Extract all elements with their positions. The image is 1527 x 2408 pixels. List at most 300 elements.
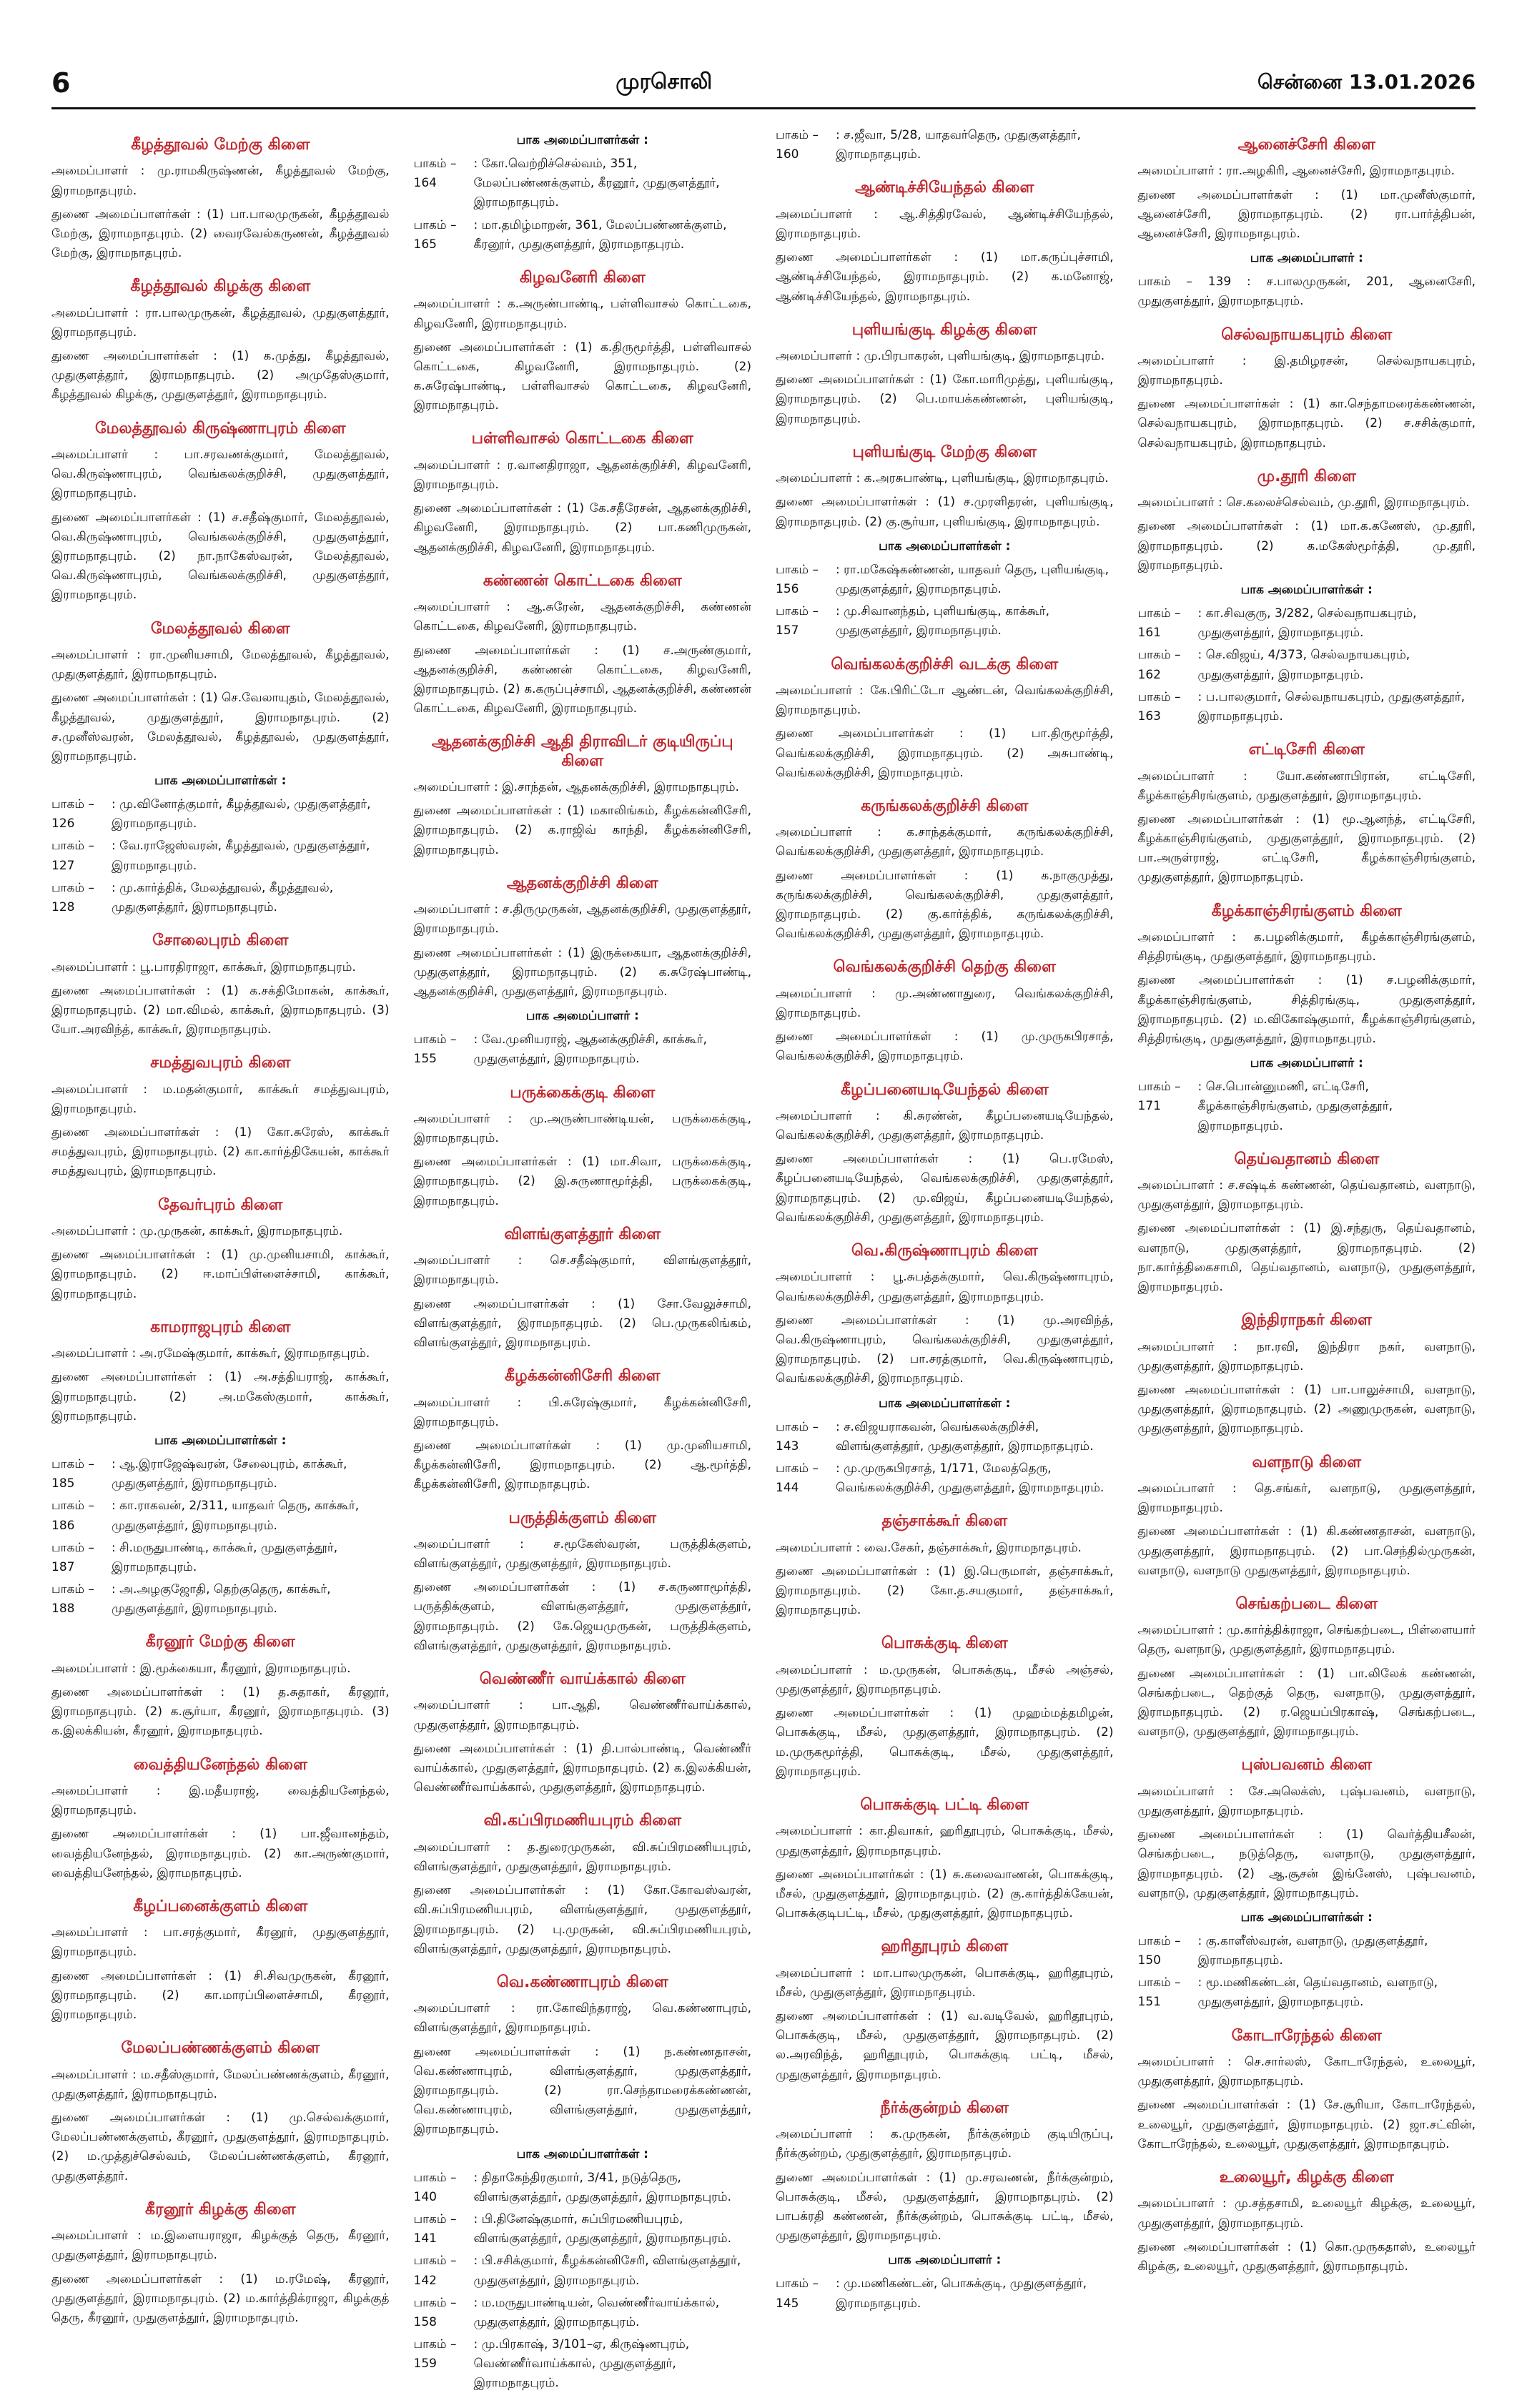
branch-block	[1138, 2168, 1476, 2276]
booth-agent: : ப.பாலகுமார், செல்வநாயகபுரம், முதுகுளத்தூர், இராமநாதபுரம்.	[1197, 689, 1466, 724]
member-entry: அமைப்பாளர் : மா.பாலமுருகன், பொசுக்குடி, ஹரிதூபுரம், மீசல், முதுகுளத்தூர், இராமநாதபுரம்.	[776, 1965, 1114, 2000]
branch-block	[414, 1509, 752, 1657]
member-entry: அமைப்பாளர் : மு.அருண்பாண்டியன், பருக்கைக்குடி, இராமநாதபுரம்.	[413, 1111, 751, 1146]
booth-agent: : வே.முனியராஜ், ஆதனக்குறிச்சி, காக்கூர், முதுகுளத்தூர், இராமநாதபுரம்.	[473, 1032, 707, 1067]
member-entry: துணை அமைப்பாளர்கள் : (1) சு.கலைவாணன், பொசுக்குடி, மீசல், முதுகுளத்தூர், இராமநாதபுரம். (2) கு.கார்த்திக்கேயன், பொசுக்குடிபட்டி, மீசல், முதுகுளத்தூர், இராமநாதபுரம்.	[776, 1867, 1114, 1921]
branch-title: மு.தூரி கிளை	[1257, 467, 1356, 485]
booth-row	[1138, 688, 1476, 726]
member-entry: அமைப்பாளர் : ச.மூகேஸ்வரன், பருத்திக்குளம், விளங்குளத்தூர், முதுகுளத்தூர், இராமநாதபுரம்.	[413, 1536, 751, 1571]
booth-number: பாகம் – 157	[776, 604, 819, 638]
member-entry: அமைப்பாளர் : இ.மூக்கையா, கீரனூர், இராமநாதபுரம்.	[51, 1661, 351, 1676]
member-entry: அமைப்பாளர் : கா.திவாகர், ஹரிதூபுரம், பொசுக்குடி, மீசல், முதுகுளத்தூர், இராமநாதபுரம்.	[776, 1824, 1114, 1858]
booth-agent: : கா.சிவகுரு, 3/282, செல்வநாயகபுரம், முதுகுளத்தூர், இராமநாதபுரம்.	[1197, 606, 1417, 641]
member-entry: துணை அமைப்பாளர்கள் : (1) கி.கண்ணதாசன், வளநாடு, முதுகுளத்தூர், இராமநாதபுரம். (2) பா.செந்தில்முருகன், வளநாடு, வளநாடு முதுகுளத்தூர், இராமநாதபுரம்.	[1137, 1524, 1476, 1578]
branch-block	[776, 1242, 1114, 1498]
branch-title: தேவர்புரம் கிளை	[158, 1195, 283, 1214]
booth-agent: : கா.ராகவன், 2/311, யாதவர் தெரு, காக்கூர், முதுகுளத்தூர், இராமநாதபுரம்.	[112, 1499, 360, 1533]
member-entry: அமைப்பாளர் : மு.அண்ணாதுரை, வெங்கலக்குறிச்சி, இராமநாதபுரம்.	[776, 986, 1114, 1020]
booth-number: பாகம் – 158	[413, 2295, 457, 2329]
booth-number: பாகம் – 188	[51, 1582, 94, 1617]
booth-number: பாகம் – 155	[413, 1032, 457, 1067]
booth-number: பாகம் – 128	[51, 880, 94, 914]
member-entry: துணை அமைப்பாளர்கள் : (1) மா.க.கணேஸ், மு.தூரி, இராமநாதபுரம். (2) க.மகேஸ்மூர்த்தி, மு.தூரி, இராமநாதபுரம்.	[1137, 519, 1476, 573]
member-entry: அமைப்பாளர் : ரா.கோவிந்தராஜ், வெ.கண்ணாபுரம், விளங்குளத்தூர், இராமநாதபுரம்.	[413, 2001, 751, 2036]
member-entry: அமைப்பாளர் : க.பழனிக்குமார், கீழக்காஞ்சிரங்குளம், சித்திரங்குடி, முதுகுளத்தூர், இராமநாதபுரம்.	[1137, 930, 1476, 964]
masthead	[51, 63, 1476, 103]
booth-row	[51, 1455, 390, 1494]
member-entry: துணை அமைப்பாளர்கள் : (1) ச.கருணாமூர்த்தி, பருத்திக்குளம், விளங்குளத்தூர், முதுகுளத்தூர், இராமநாதபுரம். (2) கே.ஜெயமுருகன், பருத்திக்குளம், விளங்குளத்தூர், முதுகுளத்தூர், இராமநாதபுரம்.	[413, 1580, 751, 1653]
booth-row	[776, 561, 1114, 599]
member-entry: துணை அமைப்பாளர்கள் : (1) பா.திருமூர்த்தி, வெங்கலக்குறிச்சி, இராமநாதபுரம். (2) அசுபாண்டி, வெங்கலக்குறிச்சி, இராமநாதபுரம்.	[776, 726, 1114, 780]
member-entry: அமைப்பாளர் : க.அருண்பாண்டி, பள்ளிவாசல் கொட்டகை, கிழவனேரி, இராமநாதபுரம்.	[413, 297, 751, 331]
booth-number: பாகம் – 185	[51, 1456, 94, 1491]
booth-subheading: பாக அமைப்பாளர்கள் :	[879, 1396, 1011, 1411]
member-entry: துணை அமைப்பாளர்கள் : (1) மு.முனியசாமி, காக்கூர், இராமநாதபுரம். (2) ஈ.மாப்பிள்ளைச்சாமி, காக்கூர், இராமநாதபுரம்.	[51, 1248, 390, 1301]
member-entry: அமைப்பாளர் : பா.சரத்குமார், கீரனூர், முதுகுளத்தூர், இராமநாதபுரம்.	[51, 1925, 390, 1960]
branch-title: கீழத்தூவல் மேற்கு கிளை	[131, 136, 310, 154]
column-4	[1138, 126, 1476, 2408]
member-entry: அமைப்பாளர் : இ.சாந்தன், ஆதனக்குறிச்சி, இராமநாதபுரம்.	[413, 780, 739, 795]
branch-block	[414, 1084, 752, 1211]
branch-block	[776, 797, 1114, 944]
member-entry: துணை அமைப்பாளர்கள் : (1) மா.கருப்புச்சாமி, ஆண்டிச்சியேந்தல், இராமநாதபுரம். (2) க.மனோஜ், ஆண்டிச்சியேந்தல், இராமநாதபுரம்.	[776, 250, 1114, 304]
branch-block	[1138, 1150, 1476, 1298]
member-entry: துணை அமைப்பாளர்கள் : (1) வ.வடிவேல், ஹரிதூபுரம், பொசுக்குடி, மீசல், முதுகுளத்தூர், இராமநாதபுரம். (2) ல.அரவிந்த், ஹரிதூபுரம், பொசுக்குடி பட்டி, மீசல், முதுகுளத்தூர், இராமநாதபுரம்.	[776, 2009, 1114, 2082]
branch-title: செல்வநாயகபுரம் கிளை	[1221, 325, 1393, 344]
booth-number: பாகம் – 164	[413, 157, 457, 191]
booth-agent: : ச.விஜயராகவன், வெங்கலக்குறிச்சி, விளங்குளத்தூர், முதுகுளத்தூர், இராமநாதபுரம்.	[836, 1419, 1094, 1454]
branch-block	[414, 1367, 752, 1494]
booth-number: பாகம் – 143	[776, 1419, 819, 1454]
member-entry: துணை அமைப்பாளர்கள் : (1) ச.அருண்குமார், ஆதனக்குறிச்சி, கண்ணன் கொட்டகை, கிழவனேரி, இராமநாதபுரம். (2) க.கருப்புச்சாமி, ஆதனக்குறிச்சி, கண்ணன் கொட்டகை, கிழவனேரி, இராமநாதபுரம்.	[413, 643, 751, 716]
branch-block	[51, 1898, 390, 2025]
booth-row	[776, 602, 1114, 641]
member-entry: துணை அமைப்பாளர்கள் : (1) க.முத்து, கீழத்தூவல், முதுகுளத்தூர், இராமநாதபுரம். (2) அமுதேஸ்குமார், கீழத்தூவல் கிழக்கு, முதுகுளத்தூர், இராமநாதபுரம்.	[51, 349, 390, 403]
member-entry: அமைப்பாளர் : க.சாந்தக்குமார், கருங்கலக்குறிச்சி, வெங்கலக்குறிச்சி, முதுகுளத்தூர், இராமநாதபுரம்.	[776, 825, 1114, 859]
booth-number: பாகம் – 127	[51, 839, 94, 873]
member-entry: துணை அமைப்பாளர்கள் : (1) மு.முனியசாமி, கீழக்கன்னிசேரி, இராமநாதபுரம். (2) ஆ.மூர்த்தி, கீழக்கன்னிசேரி, இராமநாதபுரம்.	[413, 1438, 751, 1492]
member-entry: துணை அமைப்பாளர்கள் : (1) மா.முனீஸ்குமார், ஆனைச்சேரி, இராமநாதபுரம். (2) ரா.பார்த்திபன், ஆனைச்சேரி, இராமநாதபுரம்.	[1137, 187, 1476, 241]
member-entry: துணை அமைப்பாளர்கள் : (1) மு.செல்வக்குமார், மேலப்பண்ணக்குளம், கீரனூர், முதுகுளத்தூர், இராமநாதபுரம். (2) ம.முத்துச்செல்வம், மேலப்பண்ணக்குளம், கீரனூர், முதுகுளத்தூர்.	[51, 2111, 390, 2184]
newspaper-name: முரசொலி	[616, 69, 713, 94]
booth-agent: : ரா.மகேஷ்கண்ணன், யாதவர் தெரு, புளியங்குடி, முதுகுளத்தூர், இராமநாதபுரம்.	[836, 562, 1110, 596]
booth-subheading: பாக அமைப்பாளர்கள் :	[154, 1433, 287, 1448]
booth-number: பாகம் – 163	[1137, 689, 1181, 724]
booth-row	[51, 1496, 390, 1535]
member-entry: அமைப்பாளர் : பி.சுரேஷ்குமார், கீழக்கன்னிசேரி, இராமநாதபுரம்.	[413, 1395, 751, 1429]
branch-title: கீழக்கன்னிசேரி கிளை	[504, 1367, 661, 1386]
member-entry: துணை அமைப்பாளர்கள் : (1) மகாலிங்கம், கீழக்கன்னிசேரி, இராமநாதபுரம். (2) க.ராஜிவ் காந்தி, கீழக்கன்னிசேரி, இராமநாதபுரம்.	[413, 804, 751, 857]
booth-row	[414, 216, 752, 255]
booth-number: பாகம் – 171	[1137, 1080, 1181, 1114]
column-1	[51, 126, 390, 2408]
branch-block	[1138, 902, 1476, 1136]
booth-subheading: பாக அமைப்பாளர் :	[1250, 1056, 1363, 1071]
booth-agent: : ஆ.இராஜேஷ்வரன், சேலைபுரம், காக்கூர், முதுகுளத்தூர், இராமநாதபுரம்.	[112, 1456, 347, 1491]
booth-agent: : திதாகேந்திரகுமார், 3/41, நடுத்தெரு, விளங்குளத்தூர், முதுகுளத்தூர், இராமநாதபுரம்.	[473, 2170, 731, 2204]
booth-agent: : பி.சசிக்குமார், கீழக்கன்னிசேரி, விளங்குளத்தூர், முதுகுளத்தூர், இராமநாதபுரம்.	[473, 2254, 741, 2288]
member-entry: துணை அமைப்பாளர்கள் : (1) மா.சிவா, பருக்கைக்குடி, இராமநாதபுரம். (2) இ.சுருணாமூர்த்தி, பருக்கைக்குடி, இராமநாதபுரம்.	[413, 1155, 751, 1208]
branch-title: கீழப்பனையடியேந்தல் கிளை	[840, 1080, 1049, 1099]
booth-row	[414, 2294, 752, 2332]
branch-block	[776, 1512, 1114, 1620]
booth-agent: : மு.வினோத்குமார், கீழத்தூவல், முதுகுளத்தூர், இராமநாதபுரம்.	[112, 797, 371, 832]
member-entry: அமைப்பாளர் : பா.சரவணக்குமார், மேலத்தூவல், வெ.கிருஷ்ணாபுரம், வெங்கலக்குறிச்சி, முதுகுளத்தூர், இராமநாதபுரம்.	[51, 448, 390, 501]
branch-block	[776, 1938, 1114, 2085]
member-entry: அமைப்பாளர் : வை.சேகர், தஞ்சாக்கூர், இராமநாதபுரம்.	[776, 1540, 1082, 1555]
branch-title: ஆதனக்குறிச்சி ஆதி திராவிடர் குடியிருப்பு கிளை	[431, 733, 733, 770]
page-number: 6	[51, 67, 71, 99]
branch-block	[414, 269, 752, 416]
branch-block	[414, 1225, 752, 1353]
booth-row	[1138, 646, 1476, 684]
article-columns	[51, 126, 1476, 2391]
branch-title: ஆண்டிச்சியேந்தல் கிளை	[855, 179, 1034, 197]
branch-title: மேலத்தூவல் கிளை	[150, 619, 290, 638]
member-entry: துணை அமைப்பாளர்கள் : (1) இ.பெருமாள், தஞ்சாக்கூர், இராமநாதபுரம். (2) கோ.த.சயகுமார், தஞ்சாக்கூர், இராமநாதபுரம்.	[776, 1564, 1114, 1618]
booth-number: பாகம் – 162	[1137, 648, 1181, 682]
branch-title: தெய்வதானம் கிளை	[1234, 1150, 1380, 1168]
booth-row	[51, 1580, 390, 1619]
member-entry: அமைப்பாளர் : மு.முருகன், காக்கூர், இராமநாதபுரம்.	[51, 1224, 343, 1239]
branch-title: கிழவனேரி கிளை	[519, 268, 646, 287]
booth-row	[1138, 1932, 1476, 1970]
branch-title: எட்டிசேரி கிளை	[1248, 741, 1365, 759]
branch-block	[414, 1812, 752, 1959]
member-entry: அமைப்பாளர் : பா.ஆதி, வெண்ணீர்வாய்க்கால், முதுகுளத்தூர், இராமநாதபுரம்.	[413, 1698, 751, 1732]
column-2	[414, 126, 752, 2408]
booth-number: பாகம் – 186	[51, 1499, 94, 1533]
booth-row	[414, 2168, 752, 2207]
member-entry: அமைப்பாளர் : ர.வானதிராஜா, ஆதனக்குறிச்சி, கிழவனேரி, இராமநாதபுரம்.	[413, 458, 751, 493]
branch-block	[1138, 136, 1476, 312]
branch-block	[414, 572, 752, 719]
booth-row	[776, 2274, 1114, 2313]
column-3	[776, 126, 1114, 2408]
member-entry: துணை அமைப்பாளர்கள் : (1) கோ.மாரிமுத்து, புளியங்குடி, இராமநாதபுரம். (2) பெ.மாயக்கண்ணன், புளியங்குடி, இராமநாதபுரம்.	[776, 372, 1114, 426]
branch-title: கீழப்பனைக்குளம் கிளை	[133, 1897, 308, 1915]
member-entry: அமைப்பாளர் : ச.திருமுருகன், ஆதனக்குறிச்சி, முதுகுளத்தூர், இராமநாதபுரம்.	[413, 902, 751, 937]
branch-title: வெண்ணீர் வாய்க்கால் கிளை	[479, 1670, 686, 1689]
member-entry: அமைப்பாளர் : ச.சஷ்டிக் கண்ணன், தெய்வதானம், வளநாடு, முதுகுளத்தூர், இராமநாதபுரம்.	[1137, 1178, 1476, 1213]
member-entry: துணை அமைப்பாளர்கள் : (1) பா.பாலுச்சாமி, வளநாடு, முதுகுளத்தூர், இராமநாதபுரம். (2) அணுமுருகன், வளநாடு, முதுகுளத்தூர், இராமநாதபுரம்.	[1137, 1382, 1476, 1436]
branch-title: வைத்தியனேந்தல் கிளை	[133, 1755, 307, 1774]
booth-number: பாகம் – 156	[776, 562, 819, 596]
branch-block	[776, 126, 1114, 164]
booth-number: பாகம் – 140	[413, 2170, 457, 2204]
member-entry: அமைப்பாளர் : ஆ.சுரேன், ஆதனக்குறிச்சி, கண்ணன் கொட்டகை, கிழவனேரி, இராமநாதபுரம்.	[413, 600, 751, 634]
member-entry: அமைப்பாளர் : செ.சார்லஸ், கோடாரேந்தல், உலையூர், முதுகுளத்தூர், இராமநாதபுரம்.	[1137, 2055, 1476, 2089]
branch-title: விளங்குளத்தூர் கிளை	[504, 1225, 661, 1243]
branch-block	[414, 133, 752, 255]
booth-entry: பாகம் – 139 : ச.பாலமுருகன், 201, ஆனைசேரி, முதுகுளத்தூர், இராமநாதபுரம்.	[1137, 275, 1476, 309]
branch-title: கண்ணன் கொட்டகை கிளை	[483, 571, 682, 590]
booth-subheading: பாக அமைப்பாளர்கள் :	[1240, 1910, 1373, 1925]
branch-title: ஆதனக்குறிச்சி கிளை	[506, 874, 658, 892]
member-entry: துணை அமைப்பாளர்கள் : (1) மு.அரவிந்த், வெ.கிருஷ்ணாபுரம், வெங்கலக்குறிச்சி, முதுகுளத்தூர், இராமநாதபுரம். (2) பா.சரத்குமார், வெ.கிருஷ்ணாபுரம், வெங்கலக்குறிச்சி, இராமநாதபுரம்.	[776, 1313, 1114, 1386]
booth-number: பாகம் – 141	[413, 2211, 457, 2246]
booth-number: பாகம் – 126	[51, 797, 94, 832]
branch-title: வளநாடு கிளை	[1252, 1453, 1361, 1471]
member-entry: அமைப்பாளர் : ம.இளையராஜா, கிழக்குத் தெரு, கீரனூர், முதுகுளத்தூர், இராமநாதபுரம்.	[51, 2229, 390, 2263]
member-entry: அமைப்பாளர் : பூ.சுபத்தக்குமார், வெ.கிருஷ்ணாபுரம், வெங்கலக்குறிச்சி, முதுகுளத்தூர், இராமநாதபுரம்.	[776, 1270, 1114, 1304]
branch-block	[51, 136, 390, 263]
booth-subheading: பாக அமைப்பாளர் :	[1250, 251, 1363, 266]
booth-row	[414, 2335, 752, 2394]
branch-block	[776, 179, 1114, 306]
member-entry: துணை அமைப்பாளர்கள் : (1) ந.கண்ணதாசன், வெ.கண்ணாபுரம், விளங்குளத்தூர், முதுகுளத்தூர், இராமநாதபுரம். (2) ரா.செந்தாமரைக்கண்ணன், வெ.கண்ணாபுரம், விளங்குளத்தூர், முதுகுளத்தூர், இராமநாதபுரம்.	[413, 2044, 751, 2137]
member-entry: துணை அமைப்பாளர்கள் : (1) மூ.ஆனந்த், எட்டிசேரி, கீழக்காஞ்சிரங்குளம், முதுகுளத்தூர், இராமநாதபுரம். (2) பா.அருள்ராஜ், எட்டிசேரி, கீழக்காஞ்சிரங்குளம், முதுகுளத்தூர், இராமநாதபுரம்.	[1137, 811, 1476, 885]
booth-agent: : செ.பொன்னுமணி, எட்டிசேரி, கீழக்காஞ்சிரங்குளம், முதுகுளத்தூர், இராமநாதபுரம்.	[1197, 1080, 1393, 1133]
member-entry: அமைப்பாளர் : பூ.பாரதிராஜா, காக்கூர், இராமநாதபுரம்.	[51, 959, 356, 974]
member-entry: துணை அமைப்பாளர்கள் : (1) ச.முரளிதரன், புளியங்குடி, இராமநாதபுரம். (2) கு.சூர்யா, புளியங்குடி, இராமநாதபுரம்.	[776, 495, 1114, 529]
member-entry: துணை அமைப்பாளர்கள் : (1) கா.செந்தாமரைக்கண்ணன், செல்வநாயகபுரம், இராமநாதபுரம். (2) ச.சசிக்குமார், செல்வநாயகபுரம், இராமநாதபுரம்.	[1137, 397, 1476, 450]
branch-block	[1138, 468, 1476, 726]
branch-title: மேலத்தூவல் கிருஷ்ணாபுரம் கிளை	[95, 419, 346, 438]
member-entry: அமைப்பாளர் : இ.தமிழரசன், செல்வநாயகபுரம், இராமநாதபுரம்.	[1137, 353, 1476, 388]
branch-title: கீழக்காஞ்சிரங்குளம் கிளை	[1211, 902, 1402, 920]
member-entry: அமைப்பாளர் : இ.மதீயராஜ், வைத்தியனேந்தல், இராமநாதபுரம்.	[51, 1783, 390, 1818]
booth-agent: : ம.மருதுபாண்டியன், வெண்ணீர்வாய்க்கால், முதுகுளத்தூர், இராமநாதபுரம்.	[473, 2295, 720, 2329]
booth-row	[776, 126, 1114, 164]
booth-agent: : மு.முருகபிரசாத், 1/171, மேலத்தெரு, வெங்கலக்குறிச்சி, முதுகுளத்தூர், இராமநாதபுரம்.	[836, 1461, 1105, 1496]
branch-title: காமராஜபுரம் கிளை	[150, 1318, 291, 1336]
member-entry: துணை அமைப்பாளர்கள் : (1) பா.பாலமுருகன், கீழத்தூவல் மேற்கு, இராமநாதபுரம். (2) வைரவேல்கருணன், கீழத்தூவல் மேற்கு, இராமநாதபுரம்.	[51, 207, 390, 261]
branch-block	[414, 874, 752, 1070]
booth-agent: : மு.கார்த்திக், மேலத்தூவல், கீழத்தூவல், முதுகுளத்தூர், இராமநாதபுரம்.	[112, 880, 334, 914]
branch-block	[1138, 1756, 1476, 2012]
branch-title: பள்ளிவாசல் கொட்டகை கிளை	[471, 430, 693, 448]
branch-block	[1138, 1454, 1476, 1581]
member-entry: துணை அமைப்பாளர்கள் : (1) பா.ஜீவானந்தம், வைத்தியனேந்தல், இராமநாதபுரம். (2) கா.அருண்குமார், வைத்தியனேந்தல், இராமநாதபுரம்.	[51, 1827, 390, 1880]
member-entry: துணை அமைப்பாளர்கள் : (1) மு.முருகபிரசாத், வெங்கலக்குறிச்சி, இராமநாதபுரம்.	[776, 1030, 1114, 1064]
branch-title: இந்திராநகர் கிளை	[1241, 1311, 1372, 1330]
member-entry: துணை அமைப்பாளர்கள் : (1) க.சக்திமோகன், காக்கூர், இராமநாதபுரம். (2) மா.விமல், காக்கூர், இராமநாதபுரம். (3) யோ.அரவிந்த், காக்கூர், இராமநாதபுரம்.	[51, 983, 390, 1037]
branch-block	[51, 620, 390, 918]
member-entry: துணை அமைப்பாளர்கள் : (1) கொ.முருகதாஸ், உலையூர் கிழக்கு, உலையூர், முதுகுளத்தூர், இராமநாதபுரம்.	[1137, 2239, 1476, 2274]
booth-subheading: பாக அமைப்பாளர் :	[525, 1009, 639, 1024]
member-entry: அமைப்பாளர் : மு.பிரபாகரன், புளியங்குடி, இராமநாதபுரம்.	[776, 349, 1105, 364]
member-entry: துணை அமைப்பாளர்கள் : (1) சோ.வேலுச்சாமி, விளங்குளத்தூர், இராமநாதபுரம். (2) பெ.முருகலிங்கம், விளங்குளத்தூர், இராமநாதபுரம்.	[413, 1296, 751, 1350]
member-entry: அமைப்பாளர் : த.துரைமுருகன், வி.சுப்பிரமணியபுரம், விளங்குளத்தூர், முதுகுளத்தூர், இராமநாதபுரம்.	[413, 1840, 751, 1874]
booth-agent: : பி.தினேஷ்குமார், சுப்பிரமணியபுரம், விளங்குளத்தூர், முதுகுளத்தூர், இராமநாதபுரம்.	[473, 2211, 731, 2246]
booth-agent: : செ.விஜய், 4/373, செல்வநாயகபுரம், முதுகுளத்தூர், இராமநாதபுரம்.	[1197, 648, 1410, 682]
booth-row	[414, 154, 752, 213]
branch-title: புளியங்குடி கிழக்கு கிளை	[851, 320, 1037, 339]
branch-title: செங்கற்படை கிளை	[1235, 1594, 1378, 1613]
booth-agent: : மு.சிவானந்தம், புளியங்குடி, காக்கூர், முதுகுளத்தூர், இராமநாதபுரம்.	[836, 604, 1050, 638]
booth-subheading: பாக அமைப்பாளர்கள் :	[1240, 582, 1373, 597]
booth-row	[51, 879, 390, 917]
member-entry: அமைப்பாளர் : ஆ.சித்திரவேல், ஆண்டிச்சியேந்தல், இராமநாதபுரம்.	[776, 207, 1114, 241]
branch-title: ஹரிதூபுரம் கிளை	[881, 1938, 1009, 1956]
header-rule	[51, 107, 1476, 109]
branch-title: வெங்கலக்குறிச்சி வடக்கு கிளை	[831, 655, 1059, 673]
branch-title: புஸ்பவனம் கிளை	[1241, 1756, 1373, 1775]
branch-title: பொசுக்குடி பட்டி கிளை	[860, 1795, 1029, 1814]
booth-row	[414, 1030, 752, 1069]
booth-agent: : மு.பிரகாஷ், 3/101–ஏ, கிருஷ்ணபுரம், வெண்ணீர்வாய்க்கால், முதுகுளத்தூர், இராமநாதபுரம்.	[473, 2337, 690, 2391]
member-entry: துணை அமைப்பாளர்கள் : (1) த.சுதாகர், கீரனூர், இராமநாதபுரம். (2) க.சூர்யா, கீரனூர், இராமநாதபுரம். (3) க.இலக்கியன், கீரனூர், இராமநாதபுரம்.	[51, 1685, 390, 1739]
booth-number: பாகம் – 150	[1137, 1933, 1181, 1968]
member-entry: அமைப்பாளர் : ம.சதீஸ்குமார், மேலப்பண்ணக்குளம், கீரனூர், முதுகுளத்தூர், இராமநாதபுரம்.	[51, 2067, 390, 2101]
branch-block	[51, 932, 390, 1040]
member-entry: துணை அமைப்பாளர்கள் : (1) ம.ரமேஷ், கீரனூர், முதுகுளத்தூர், இராமநாதபுரம். (2) ம.கார்த்திக்ராஜா, கிழக்குத் தெரு, கீரனூர், முதுகுளத்தூர், இராமநாதபுரம்.	[51, 2271, 390, 2325]
booth-row	[1138, 1973, 1476, 2012]
member-entry: துணை அமைப்பாளர்கள் : (1) கோ.கோவஸ்வரன், வி.சுப்பிரமணியபுரம், விளங்குளத்தூர், முதுகுளத்தூர், இராமநாதபுரம். (2) பு.முருகன், வி.சுப்பிரமணியபுரம், விளங்குளத்தூர், முதுகுளத்தூர், இராமநாதபுரம்.	[413, 1883, 751, 1956]
booth-row	[414, 2251, 752, 2290]
booth-number: பாகம் – 159	[413, 2337, 457, 2372]
member-entry: அமைப்பாளர் : சே.அலெக்ஸ், புஷ்பவனம், வளநாடு, முதுகுளத்தூர், இராமநாதபுரம்.	[1137, 1784, 1476, 1818]
member-entry: துணை அமைப்பாளர்கள் : (1) தி.பால்பாண்டி, வெண்ணீர் வாய்க்கால், முதுகுளத்தூர், இராமநாதபுரம். (2) க.இலக்கியன், வெண்ணீர்வாய்க்கால், முதுகுளத்தூர், இராமநாதபுரம்.	[413, 1741, 751, 1795]
member-entry: அமைப்பாளர் : மு.கார்த்திக்ராஜா, செங்கற்படை, பிள்ளையார் தெரு, வளநாடு, முதுகுளத்தூர், இராமநாதபுரம்.	[1137, 1623, 1476, 1657]
branch-title: புளியங்குடி மேற்கு கிளை	[852, 443, 1037, 461]
branch-block	[51, 1318, 390, 1619]
member-entry: அமைப்பாளர் : கி.சுரண்ன், கீழப்பனையடியேந்தல், வெங்கலக்குறிச்சி, முதுகுளத்தூர், இராமநாதபுரம்.	[776, 1108, 1114, 1143]
branch-block	[414, 1670, 752, 1797]
branch-title: பருக்கைக்குடி கிளை	[510, 1083, 656, 1102]
branch-block	[51, 1054, 390, 1181]
booth-row	[776, 1418, 1114, 1456]
member-entry: துணை அமைப்பாளர்கள் : (1) ச.பழனிக்குமார், கீழக்காஞ்சிரங்குளம், சித்திரங்குடி, முதுகுளத்தூர், இராமநாதபுரம். (2) ம.விகோஷ்குமார், கீழக்காஞ்சிரங்குளம், சித்திரங்குடி, முதுகுளத்தூர், இராமநாதபுரம்.	[1137, 973, 1476, 1046]
booth-agent: : ச.ஜீவா, 5/28, யாதவர்தெரு, முதுகுளத்தூர், இராமநாதபுரம்.	[836, 128, 1081, 162]
branch-title: கீரனூர் கிழக்கு கிளை	[145, 2200, 296, 2219]
booth-subheading: பாக அமைப்பாளர்கள் :	[879, 538, 1011, 553]
member-entry: துணை அமைப்பாளர்கள் : (1) இ.சந்துரு, தெய்வதானம், வளநாடு, முதுகுளத்தூர், இராமநாதபுரம். (2) நா.கார்த்திகைசாமி, தெய்வதானம், வளநாடு, முதுகுளத்தூர், இராமநாதபுரம்.	[1137, 1221, 1476, 1295]
member-entry: அமைப்பாளர் : கே.பிரிட்டோ ஆண்டன், வெங்கலக்குறிச்சி, இராமநாதபுரம்.	[776, 683, 1114, 718]
branch-title: வெ.கண்ணாபுரம் கிளை	[496, 1973, 668, 1991]
branch-title: கருங்கலக்குறிச்சி கிளை	[861, 796, 1029, 815]
member-entry: அமைப்பாளர் : யோ.கண்ணாபிரான், எட்டிசேரி, கீழக்காஞ்சிரங்குளம், முதுகுளத்தூர், இராமநாதபுரம்.	[1137, 769, 1476, 803]
member-entry: துணை அமைப்பாளர்கள் : (1) சே.சூரியா, கோடாரேந்தல், உலையூர், முதுகுளத்தூர், இராமநாதபுரம். (2) ஜா.சட்வின், கோடாரேந்தல், உலையூர், முதுகுளத்தூர், இராமநாதபுரம்.	[1137, 2098, 1476, 2151]
member-entry: அமைப்பாளர் : ம.மதன்குமார், காக்கூர் சமத்துவபுரம், இராமநாதபுரம்.	[51, 1082, 390, 1116]
booth-agent: : மூ.மணிகண்டன், தெய்வதானம், வளநாடு, முதுகுளத்தூர், இராமநாதபுரம்.	[1197, 1975, 1438, 2010]
booth-subheading: பாக அமைப்பாளர்கள் :	[154, 774, 287, 789]
member-entry: அமைப்பாளர் : அ.ரமேஷ்குமார், காக்கூர், இராமநாதபுரம்.	[51, 1346, 370, 1361]
branch-title: பருத்திக்குளம் கிளை	[508, 1509, 657, 1527]
booth-agent: : மா.தமிழ்மாறன், 361, மேலப்பண்ணக்குளம், கீரனூர், முதுகுளத்தூர், இராமநாதபுரம்.	[473, 217, 727, 252]
member-entry: துணை அமைப்பாளர்கள் : (1) ச.சதீஷ்குமார், மேலத்தூவல், வெ.கிருஷ்ணாபுரம், வெங்கலக்குறிச்சி, முதுகுளத்தூர், இராமநாதபுரம். (2) நா.நாகேஸ்வரன், மேலத்தூவல், வெ.கிருஷ்ணாபுரம், வெங்கலக்குறிச்சி, முதுகுளத்தூர், இராமநாதபுரம்.	[51, 510, 390, 603]
branch-block	[51, 1196, 390, 1304]
branch-title: கீரனூர் மேற்கு கிளை	[145, 1633, 295, 1652]
branch-block	[776, 1796, 1114, 1923]
member-entry: துணை அமைப்பாளர்கள் : (1) இருக்கையா, ஆதனக்குறிச்சி, முதுகுளத்தூர், இராமநாதபுரம். (2) க.சுரேஷ்பாண்டி, ஆதனக்குறிச்சி, முதுகுளத்தூர், இராமநாதபுரம்.	[413, 945, 751, 999]
booth-row	[1138, 604, 1476, 643]
branch-block	[414, 733, 752, 860]
booth-number: பாகம் – 144	[776, 1461, 819, 1496]
member-entry: அமைப்பாளர் : மு.சத்தசாமி, உலையூர் கிழக்கு, உலையூர், முதுகுளத்தூர், இராமநாதபுரம்.	[1137, 2196, 1476, 2231]
branch-block	[1138, 741, 1476, 888]
branch-title: நீர்க்குன்றம் கிளை	[880, 2098, 1009, 2117]
booth-number: பாகம் – 145	[776, 2276, 819, 2311]
booth-row	[1138, 1077, 1476, 1136]
branch-title: ஆனைச்சேரி கிளை	[1237, 136, 1375, 154]
branch-title: கோடாரேந்தல் கிளை	[1231, 2026, 1382, 2045]
booth-agent: : மு.மணிகண்டன், பொசுக்குடி, முதுகுளத்தூர், இராமநாதபுரம்.	[836, 2276, 1087, 2311]
member-entry: துணை அமைப்பாளர்கள் : (1) பெ.ரமேஸ், கீழப்பனையடியேந்தல், வெங்கலக்குறிச்சி, முதுகுளத்தூர், இராமநாதபுரம். (2) மு.விஜய், கீழப்பனையடியேந்தல், வெங்கலக்குறிச்சி, முதுகுளத்தூர், இராமநாதபுரம்.	[776, 1152, 1114, 1225]
branch-block	[1138, 1595, 1476, 1742]
branch-title: பொசுக்குடி கிளை	[881, 1634, 1008, 1653]
branch-block	[51, 2201, 390, 2328]
booth-row	[414, 2210, 752, 2249]
booth-subheading: பாக அமைப்பாளர் :	[888, 2253, 1002, 2268]
member-entry: துணை அமைப்பாளர்கள் : (1) கே.சதீரேசன், ஆதனக்குறிச்சி, கிழவனேரி, இராமநாதபுரம். (2) பா.கணிமுருகன், ஆதனக்குறிச்சி, கிழவனேரி, இராமநாதபுரம்.	[413, 501, 751, 555]
branch-title: சோலைபுரம் கிளை	[152, 932, 289, 950]
branch-block	[776, 1081, 1114, 1228]
dateline: சென்னை 13.01.2026	[1257, 69, 1476, 94]
booth-agent: : அ.அழகுஜோதி, தெற்குதெரு, காக்கூர், முதுகுளத்தூர், இராமநாதபுரம்.	[112, 1582, 331, 1617]
booth-number: பாகம் – 151	[1137, 1975, 1181, 2010]
booth-subheading: பாக அமைப்பாளர்கள் :	[516, 2146, 648, 2161]
branch-block	[414, 1973, 752, 2394]
branch-block	[1138, 2027, 1476, 2154]
branch-title: சமத்துவபுரம் கிளை	[150, 1054, 291, 1072]
branch-block	[776, 1634, 1114, 1782]
booth-row	[776, 1459, 1114, 1498]
branch-block	[51, 1633, 390, 1741]
member-entry: துணை அமைப்பாளர்கள் : (1) அ.சத்தியராஜ், காக்கூர், இராமநாதபுரம். (2) அ.மகேஸ்குமார், காக்கூர், இராமநாதபுரம்.	[51, 1370, 390, 1423]
member-entry: துணை அமைப்பாளர்கள் : (1) க.நாகுமுத்து, கருங்கலக்குறிச்சி, வெங்கலக்குறிச்சி, முதுகுளத்தூர், இராமநாதபுரம். (2) கு.கார்த்திக், கருங்கலக்குறிச்சி, வெங்கலக்குறிச்சி, முதுகுளத்தூர், இராமநாதபுரம்.	[776, 868, 1114, 942]
branch-block	[776, 443, 1114, 641]
member-entry: அமைப்பாளர் : தெ.சங்கர், வளநாடு, முதுகுளத்தூர், இராமநாதபுரம்.	[1137, 1481, 1476, 1516]
branch-title: வி.கப்பிரமணியபுரம் கிளை	[483, 1812, 681, 1830]
member-entry: அமைப்பாளர் : மு.ராமகிருஷ்ணன், கீழத்தூவல் மேற்கு, இராமநாதபுரம்.	[51, 164, 390, 198]
branch-block	[776, 958, 1114, 1066]
branch-block	[414, 430, 752, 557]
branch-title: வெ.கிருஷ்ணாபுரம் கிளை	[851, 1242, 1038, 1260]
branch-title: உலையூர், கிழக்கு கிளை	[1219, 2168, 1394, 2186]
booth-agent: : கு.காளீஸ்வரன், வளநாடு, முதுகுளத்தூர், இராமநாதபுரம்.	[1197, 1933, 1428, 1968]
booth-row	[51, 1539, 390, 1577]
booth-number: பாகம் – 165	[413, 217, 457, 252]
booth-agent: : வே.ராஜேஸ்வரன், கீழத்தூவல், முதுகுளத்தூர், இராமநாதபுரம்.	[112, 839, 370, 873]
branch-block	[776, 656, 1114, 783]
member-entry: அமைப்பாளர் : ம.முருகன், பொசுக்குடி, மீசல் அஞ்சல், முதுகுளத்தூர், இராமநாதபுரம்.	[776, 1662, 1114, 1697]
member-entry: அமைப்பாளர் : க.அரசுபாண்டி, புளியங்குடி, இராமநாதபுரம்.	[776, 471, 1109, 486]
member-entry: துணை அமைப்பாளர்கள் : (1) க.திருமூர்த்தி, பள்ளிவாசல் கொட்டகை, கிழவனேரி, இராமநாதபுரம். (2) க.சுரேஷ்பாண்டி, பள்ளிவாசல் கொட்டகை, கிழவனேரி, இராமநாதபுரம்.	[413, 340, 751, 413]
member-entry: அமைப்பாளர் : ரா.அழகிரி, ஆனைச்சேரி, இராமநாதபுரம்.	[1137, 164, 1455, 179]
branch-title: தஞ்சாக்கூர் கிளை	[881, 1512, 1008, 1531]
member-entry: அமைப்பாளர் : செ.சதீஷ்குமார், விளங்குளத்தூர், இராமநாதபுரம்.	[413, 1253, 751, 1288]
branch-block	[51, 2039, 390, 2186]
branch-block	[776, 321, 1114, 429]
member-entry: துணை அமைப்பாளர்கள் : (1) கோ.சுரேஸ், காக்கூர் சமத்துவபுரம், இராமநாதபுரம். (2) கா.கார்த்திகேயன், காக்கூர் சமத்துவபுரம், இராமநாதபுரம்.	[51, 1125, 390, 1179]
member-entry: துணை அமைப்பாளர்கள் : (1) முஹம்மத்தமிழன், பொசுக்குடி, மீசல், முதுகுளத்தூர், இராமநாதபுரம். (2) ம.முருகமூர்த்தி, பொசுக்குடி, மீசல், முதுகுளத்தூர், இராமநாதபுரம்.	[776, 1706, 1114, 1779]
member-entry: அமைப்பாளர் : ரா.பாலமுருகன், கீழத்தூவல், முதுகுளத்தூர், இராமநாதபுரம்.	[51, 305, 390, 340]
booth-number: பாகம் – 160	[776, 128, 819, 162]
booth-number: பாகம் – 161	[1137, 606, 1181, 641]
branch-block	[776, 2099, 1114, 2314]
booth-subheading: பாக அமைப்பாளர்கள் :	[516, 133, 648, 147]
branch-title: மேலப்பண்ணக்குளம் கிளை	[121, 2039, 320, 2058]
member-entry: துணை அமைப்பாளர்கள் : (1) செ.வேலாயுதம், மேலத்தூவல், கீழத்தூவல், முதுகுளத்தூர், இராமநாதபுரம். (2) ச.முனீஸ்வரன், மேலத்தூவல், கீழத்தூவல், முதுகுளத்தூர், இராமநாதபுரம்.	[51, 691, 390, 764]
branch-block	[51, 277, 390, 405]
member-entry: அமைப்பாளர் : ரா.முனியசாமி, மேலத்தூவல், கீழத்தூவல், முதுகுளத்தூர், இராமநாதபுரம்.	[51, 647, 390, 682]
booth-agent: : கோ.வெற்றிச்செல்வம், 351, மேலப்பண்ணக்குளம், கீரனூர், முதுகுளத்தூர், இராமநாதபுரம்.	[473, 157, 720, 210]
member-entry: துணை அமைப்பாளர்கள் : (1) வெர்த்தியசீலன், செங்கற்படை, நடுத்தெரு, வளநாடு, முதுகுளத்தூர், இராமநாதபுரம். (2) ஆ.சூசன் இங்னேஸ், புஷ்பவனம், வளநாடு, முதுகுளத்தூர், இராமநாதபுரம்.	[1137, 1827, 1476, 1900]
member-entry: துணை அமைப்பாளர்கள் : (1) பா.லிலேக் கண்ணன், செங்கற்படை, தெற்குத் தெரு, வளநாடு, முதுகுளத்தூர், இராமநாதபுரம். (2) ர.ஜெயப்பிரகாஷ், செங்கற்படை, வளநாடு, முதுகுளத்தூர், இராமநாதபுரம்.	[1137, 1666, 1476, 1740]
branch-title: வெங்கலக்குறிச்சி தெற்கு கிளை	[833, 958, 1056, 977]
branch-block	[1138, 326, 1476, 453]
booth-row	[51, 795, 390, 834]
member-entry: அமைப்பாளர் : நா.ரவி, இந்திரா நகர், வளநாடு, முதுகுளத்தூர், இராமநாதபுரம்.	[1137, 1339, 1476, 1373]
branch-block	[51, 1756, 390, 1883]
branch-title: கீழத்தூவல் கிழக்கு கிளை	[130, 277, 311, 296]
booth-number: பாகம் – 142	[413, 2254, 457, 2288]
member-entry: துணை அமைப்பாளர்கள் : (1) மு.சரவணன், நீர்க்குன்றம், பொசுக்குடி, மீசல், முதுகுளத்தூர், இராமநாதபுரம். (2) பாபக்ரதி கண்ணன், நீர்க்குன்றம், பொசுக்குடி பட்டி, மீசல், முதுகுளத்தூர், இராமநாதபுரம்.	[776, 2170, 1114, 2244]
branch-block	[1138, 1311, 1476, 1439]
booth-row	[51, 837, 390, 875]
